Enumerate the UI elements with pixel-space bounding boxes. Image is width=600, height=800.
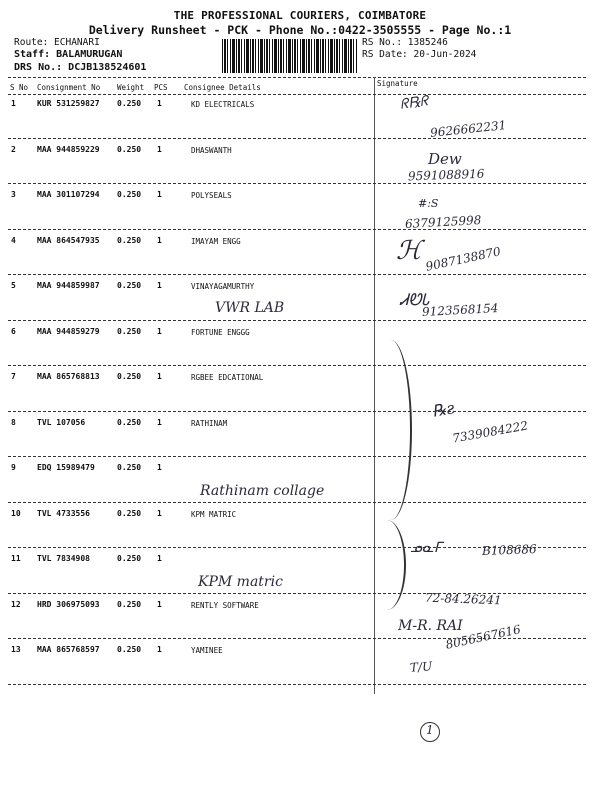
- col-consignee: Consignee Details: [184, 83, 261, 92]
- row-sno: 4: [11, 235, 16, 245]
- col-pcs: PCS: [154, 83, 168, 92]
- row-divider: [8, 547, 586, 548]
- row-weight: 0.250: [117, 645, 142, 654]
- row-pcs: 1: [157, 99, 162, 108]
- row-pcs: 1: [157, 372, 162, 381]
- row-divider: [8, 320, 586, 321]
- row-sno: 10: [11, 508, 21, 518]
- row-consignment: HRD 306975093: [37, 599, 100, 609]
- row-consignee: DHASWANTH: [191, 145, 232, 155]
- row-divider: [8, 502, 586, 503]
- row-weight: 0.250: [117, 599, 142, 609]
- table-top-border: [8, 77, 586, 78]
- row-sno: 3: [11, 190, 16, 199]
- row-sno: 2: [11, 144, 16, 154]
- signature-row-2: Dew: [428, 150, 462, 168]
- row-consignment: MAA 944859279: [37, 326, 100, 336]
- row-consignment: EDQ 15989479: [37, 463, 95, 472]
- row-divider: [8, 411, 586, 412]
- row-consignment: TVL 107056: [37, 417, 86, 427]
- row-divider: [8, 593, 586, 594]
- signature-row-5: ᏗᏬᏓ: [400, 290, 430, 309]
- row-signature-phone: 72-84.26241: [424, 590, 502, 608]
- row-consignment: KUR 531259827: [37, 99, 100, 108]
- row-pcs: 1: [157, 235, 162, 245]
- row-pcs: 1: [157, 281, 162, 290]
- row-divider: [8, 183, 586, 184]
- row-weight: 0.250: [117, 99, 142, 108]
- signature-row-8: ℞ꙅ: [430, 398, 457, 421]
- row-consignee: RGBEE EDCATIONAL: [191, 373, 264, 382]
- runsheet-subtitle: Delivery Runsheet - PCK - Phone No.:0422-3505555 - Page No.:1: [88, 23, 512, 37]
- row-pcs: 1: [157, 645, 162, 654]
- row-sno: 5: [11, 281, 16, 290]
- col-weight: Weight: [117, 83, 145, 92]
- row-divider: [8, 138, 586, 139]
- col-consignment: Consignment No: [37, 83, 101, 92]
- row-weight: 0.250: [117, 281, 142, 290]
- row-weight: 0.250: [117, 372, 142, 381]
- row-pcs: 1: [157, 599, 162, 609]
- row-signature-phone: 9626662231: [429, 118, 507, 140]
- drs-number: DRS No.: DCJB138524601: [14, 62, 147, 73]
- row-consignment: MAA 944859229: [37, 144, 100, 154]
- col-signature: Signature: [377, 79, 418, 88]
- row-pcs: 1: [157, 554, 162, 563]
- staff-label: Staff: BALAMURUGAN: [14, 49, 123, 60]
- row-weight: 0.250: [117, 235, 142, 245]
- route-label: Route: ECHANARI: [14, 37, 100, 48]
- company-title: THE PROFESSIONAL COURIERS, COIMBATORE: [173, 9, 427, 22]
- page-mark-circle: [420, 722, 440, 742]
- row-sno: 7: [11, 372, 16, 381]
- row-signature-phone: 7339084222: [451, 418, 529, 446]
- row-consignment: TVL 4733556: [37, 508, 90, 518]
- signature-row-4: ℋ: [396, 236, 422, 266]
- rs-number: RS No.: 1385246: [362, 37, 448, 48]
- row-consignee: IMAYAM ENGG: [191, 236, 241, 246]
- row-consignee: RENTLY SOFTWARE: [191, 600, 259, 610]
- row-sno: 11: [11, 554, 21, 563]
- row-weight: 0.250: [117, 144, 142, 154]
- row-pcs: 1: [157, 144, 162, 154]
- page-mark: 1: [426, 723, 434, 737]
- row-sno: 6: [11, 326, 16, 336]
- row-signature-phone: 9591088916: [407, 166, 485, 184]
- row-sno: 12: [11, 599, 21, 609]
- row-divider: [8, 456, 586, 457]
- row-consignee: KPM MATRIC: [191, 509, 237, 519]
- col-sno: S No: [10, 83, 29, 92]
- row-pcs: 1: [157, 463, 162, 472]
- row-pcs: 1: [157, 508, 162, 518]
- row-handwritten-note: KPM matric: [198, 574, 283, 590]
- row-handwritten-note: Rathinam collage: [200, 483, 325, 499]
- row-signature-phone: 6379125998: [404, 213, 482, 231]
- row-weight: 0.250: [117, 554, 142, 563]
- row-weight: 0.250: [117, 508, 142, 518]
- row-divider: [8, 684, 586, 685]
- row-consignment: MAA 301107294: [37, 190, 100, 199]
- row-consignee: YAMINEE: [191, 646, 223, 655]
- rs-date: RS Date: 20-Jun-2024: [362, 49, 477, 60]
- bracket-mark-rows-10-11: [368, 520, 406, 610]
- row-weight: 0.250: [117, 326, 142, 336]
- row-weight: 0.250: [117, 463, 142, 472]
- row-divider: [8, 229, 586, 230]
- row-weight: 0.250: [117, 417, 142, 427]
- row-consignee: RATHINAM: [191, 418, 228, 428]
- row-consignment: MAA 944859987: [37, 281, 100, 290]
- row-sno: 1: [11, 99, 16, 108]
- row-signature-phone: B108686: [481, 542, 537, 558]
- row-consignment: MAA 864547935: [37, 235, 100, 245]
- row-signature-phone: 9087138870: [424, 244, 502, 274]
- row-consignee: FORTUNE ENGGG: [191, 327, 250, 337]
- row-sno: 8: [11, 417, 16, 427]
- row-signature-phone: 9123568154: [421, 301, 499, 319]
- header-divider: [8, 94, 586, 95]
- row-consignment: MAA 865768597: [37, 645, 100, 654]
- row-consignment: MAA 865768813: [37, 372, 100, 381]
- row-handwritten-note: VWR LAB: [215, 300, 285, 316]
- row-consignee: VINAYAGAMURTHY: [191, 282, 255, 291]
- barcode: [222, 39, 357, 73]
- row-weight: 0.250: [117, 190, 142, 199]
- signature-row-1: ᖇ℞ᖇ: [399, 93, 430, 113]
- row-divider: [8, 365, 586, 366]
- row-signature-phone: 8056567616: [444, 622, 522, 652]
- signature-note-row-12: M-R. RAI: [398, 618, 463, 634]
- row-pcs: 1: [157, 417, 162, 427]
- bracket-mark-rows-6-9: [370, 340, 412, 520]
- row-consignment: TVL 7834908: [37, 554, 90, 563]
- row-sno: 9: [11, 463, 16, 472]
- signature-row-10: ᓄᓇᒥ: [410, 540, 442, 556]
- row-pcs: 1: [157, 326, 162, 336]
- signature-note-row-3: #:S: [418, 197, 439, 210]
- row-consignee: POLYSEALS: [191, 191, 232, 200]
- row-sno: 13: [11, 645, 21, 654]
- row-consignee: KD ELECTRICALS: [191, 100, 255, 109]
- row-divider: [8, 274, 586, 275]
- row-divider: [8, 638, 586, 639]
- row-pcs: 1: [157, 190, 162, 199]
- row-signature-phone: T/U: [409, 659, 433, 675]
